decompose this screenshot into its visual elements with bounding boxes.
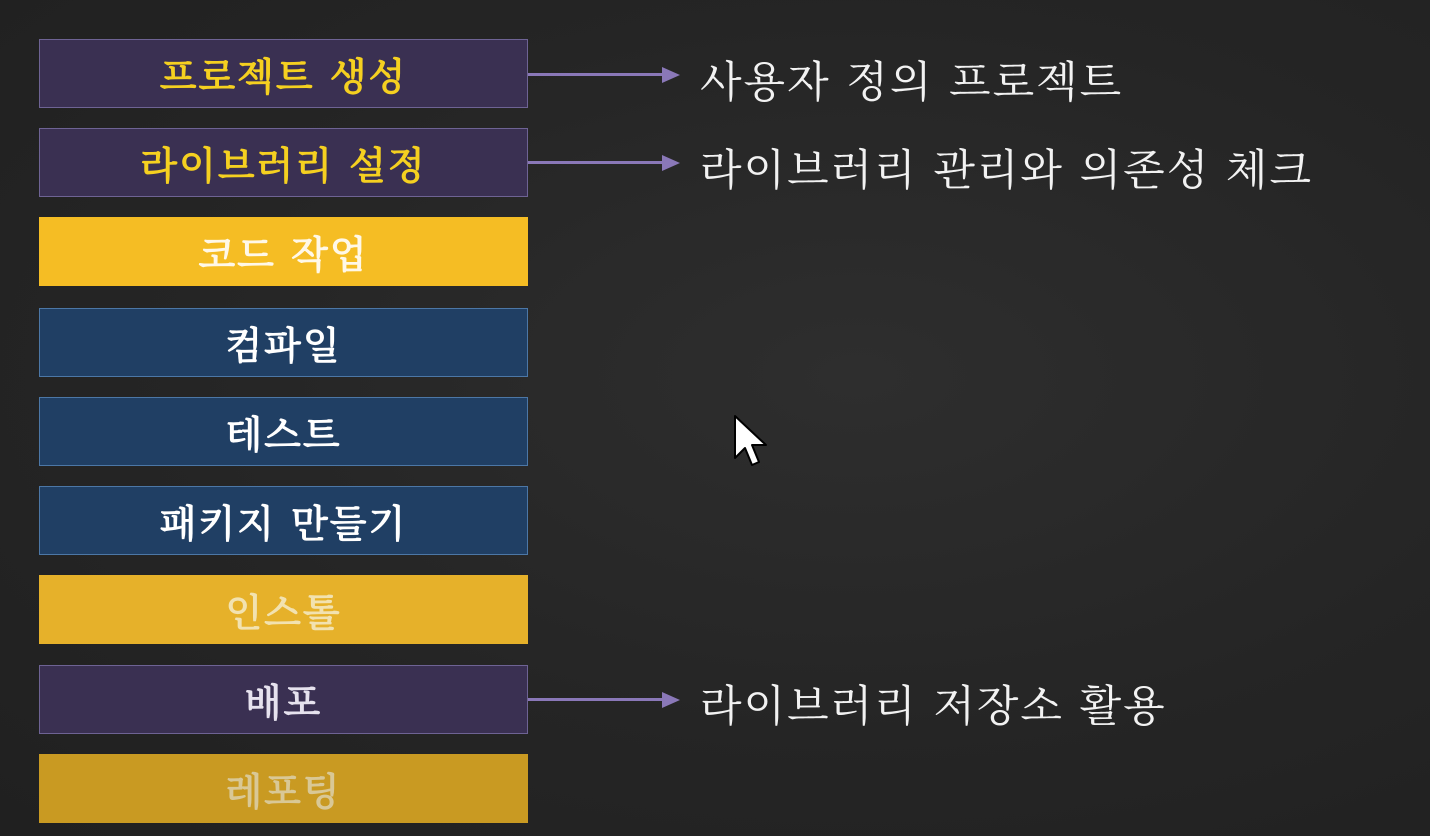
- step-deploy: [39, 665, 528, 734]
- step-label: 인스톨: [225, 591, 342, 635]
- step-project-create: [39, 39, 528, 108]
- annotation-library: 라이브러리 관리와 의존성 체크: [700, 146, 1313, 196]
- step-reporting: [39, 754, 528, 823]
- arrow-line-deploy: [528, 698, 664, 701]
- step-test: [39, 397, 528, 466]
- step-label: 프로젝트 생성: [159, 55, 408, 99]
- step-code-work: [39, 217, 528, 286]
- arrow-head-icon: [662, 155, 680, 171]
- mouse-pointer-icon: [733, 414, 771, 470]
- step-label: 패키지 만들기: [159, 502, 408, 546]
- step-library-setup: [39, 128, 528, 197]
- arrow-line-library: [528, 161, 664, 164]
- annotation-deploy: 라이브러리 저장소 활용: [700, 682, 1167, 732]
- step-label: 배포: [244, 681, 323, 725]
- annotation-project: 사용자 정의 프로젝트: [700, 58, 1124, 108]
- step-label: 컴파일: [225, 324, 342, 368]
- arrow-head-icon: [662, 67, 680, 83]
- step-package: [39, 486, 528, 555]
- arrow-line-project: [528, 73, 664, 76]
- arrow-head-icon: [662, 692, 680, 708]
- step-label: 테스트: [225, 413, 342, 457]
- step-label: 레포팅: [225, 770, 342, 814]
- step-label: 라이브러리 설정: [140, 144, 427, 188]
- step-install: [39, 575, 528, 644]
- step-label: 코드 작업: [198, 233, 369, 277]
- step-compile: [39, 308, 528, 377]
